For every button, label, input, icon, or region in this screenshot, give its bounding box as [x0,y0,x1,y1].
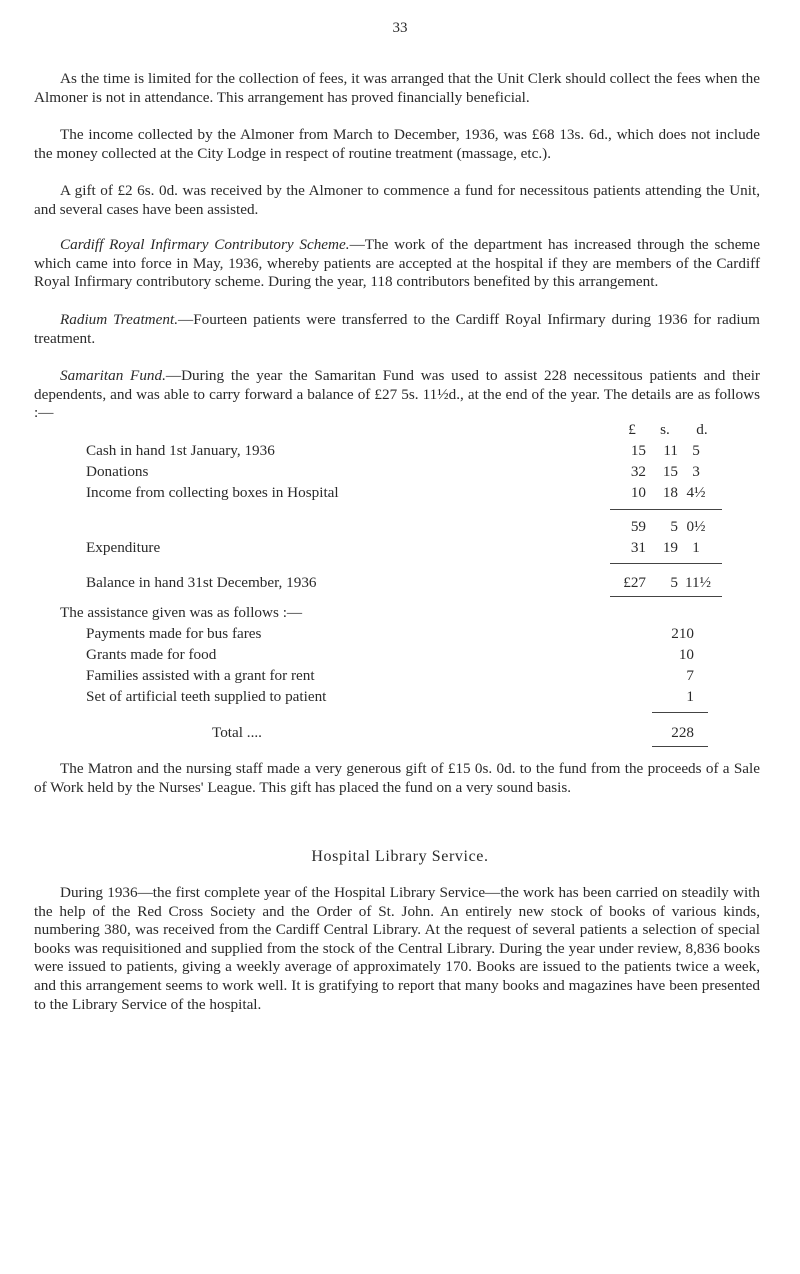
samaritan-paragraph [34,367,760,423]
assistance-total-row [0,723,800,743]
accounts-row [0,441,800,461]
assistance-row-value: 10 [678,646,694,663]
contributory-scheme-text: —The work of the department has increased through the scheme which came into force in May, 1936, whereby patients are accepted at the hospital if they are members of the Cardiff Royal Infirmary contributory scheme. During the year, 118 contributors benefited by this arrangement. [34,236,760,291]
accounts-row-label: Donations [86,463,149,480]
page-number: 33 [392,20,408,36]
balance-rule [610,563,722,564]
subtotal-pounds: 59 [630,518,646,535]
contributory-scheme-heading: Cardiff Royal Infirmary Contributory Scheme. [60,236,350,253]
accounts-row-pounds: 32 [630,463,646,480]
assistance-row-label: Set of artificial teeth supplied to patient [86,688,327,705]
accounts-balance-row [0,573,800,593]
accounts-row-shillings: 15 [662,463,678,480]
subtotal-pence: 0½ [686,518,706,535]
accounts-expenditure-row [0,538,800,558]
balance-pounds: £27 [623,574,646,591]
assistance-row [0,666,800,686]
accounts-row-shillings: 18 [662,484,678,501]
assistance-intro-row [0,603,800,623]
expenditure-label: Expenditure [86,539,161,556]
samaritan-heading: Samaritan Fund. [60,367,166,384]
balance-underline [610,596,722,597]
matron-paragraph: The Matron and the nursing staff made a very generous gift of £15 0s. 0d. to the fund from the proceeds of a Sale of Work held by the Nurses' League. This gift has placed the fund on a very sound basis. [34,760,760,796]
subtotal-rule [610,509,722,510]
pence-header: d. [696,421,708,438]
assistance-total-label: Total .... [212,724,262,741]
assistance-total-rule [652,712,708,713]
fees-paragraph-3: A gift of £2 6s. 0d. was received by the Almoner to commence a fund for necessitous patients attending the Unit, and several cases have been assisted. [34,182,760,218]
accounts-row-pence: 4½ [686,484,706,501]
radium-text: —Fourteen patients were transferred to the Cardiff Royal Infirmary during 1936 for radium treatment. [34,311,761,347]
assistance-row [0,624,800,644]
accounts-row-label: Cash in hand 1st January, 1936 [86,442,275,459]
assistance-intro: The assistance given was as follows :— [60,604,303,621]
expenditure-pounds: 31 [630,539,646,556]
radium-heading: Radium Treatment. [60,311,179,328]
accounts-row-pence: 3 [692,463,700,480]
balance-pence: 11½ [684,574,711,591]
assistance-total-underline [652,746,708,747]
accounts-row [0,483,800,503]
fees-paragraph-1: As the time is limited for the collection of fees, it was arranged that the Unit Clerk should collect the fees when the Almoner is not in attendance. This arrangement has proved financially beneficial. [34,70,760,106]
accounts-row-label: Income from collecting boxes in Hospital [86,484,339,501]
assistance-row-label: Grants made for food [86,646,217,663]
expenditure-shillings: 19 [662,539,678,556]
assistance-row-label: Families assisted with a grant for rent [86,667,315,684]
library-heading: Hospital Library Service. [311,848,489,865]
accounts-row-shillings: 11 [663,442,678,459]
expenditure-pence: 1 [692,539,700,556]
accounts-header-row [0,420,800,440]
assistance-total-value: 228 [671,724,694,741]
accounts-row-pence: 5 [692,442,700,459]
assistance-row [0,645,800,665]
accounts-row-pounds: 15 [630,442,646,459]
shillings-header: s. [660,421,670,438]
accounts-subtotal-row [0,517,800,537]
fees-paragraph-2: The income collected by the Almoner from March to December, 1936, was £68 13s. 6d., which does not include the money collected at the City Lodge in respect of routine treatment (massage, etc.). [34,126,760,162]
assistance-row-label: Payments made for bus fares [86,625,262,642]
assistance-row [0,687,800,707]
pounds-header: £ [628,421,636,438]
subtotal-shillings: 5 [670,518,678,535]
assistance-row-value: 210 [671,625,694,642]
samaritan-text: —During the year the Samaritan Fund was used to assist 228 necessitous patients and their dependents, and was able to carry forward a balance of £27 5s. 11½d., at the end of the year. The details are as follows :— [34,367,760,422]
radium-paragraph [34,311,760,348]
balance-shillings: 5 [670,574,678,591]
contributory-scheme-paragraph [34,236,760,292]
balance-label: Balance in hand 31st December, 1936 [86,574,317,591]
assistance-row-value: 1 [686,688,694,705]
accounts-row-pounds: 10 [630,484,646,501]
library-paragraph: During 1936—the first complete year of the Hospital Library Service—the work has been carried on steadily with the help of the Red Cross Society and the Order of St. John. An entirely new stock of books of various kinds, numbering 380, was received from the Cardiff Central Library. At the request of several patients a selection of special books was requisitioned and supplied from the stock of the Central Library. During the year under review, 8,836 books were issued to patients, giving a weekly average of approximately 170. Books are issued to the patients twice a week, and this arrangement seems to work well. It is gratifying to report that many books and magazines have been presented to the Library Service of the hospital. [34,884,760,1013]
assistance-row-value: 7 [686,667,694,684]
accounts-row [0,462,800,482]
